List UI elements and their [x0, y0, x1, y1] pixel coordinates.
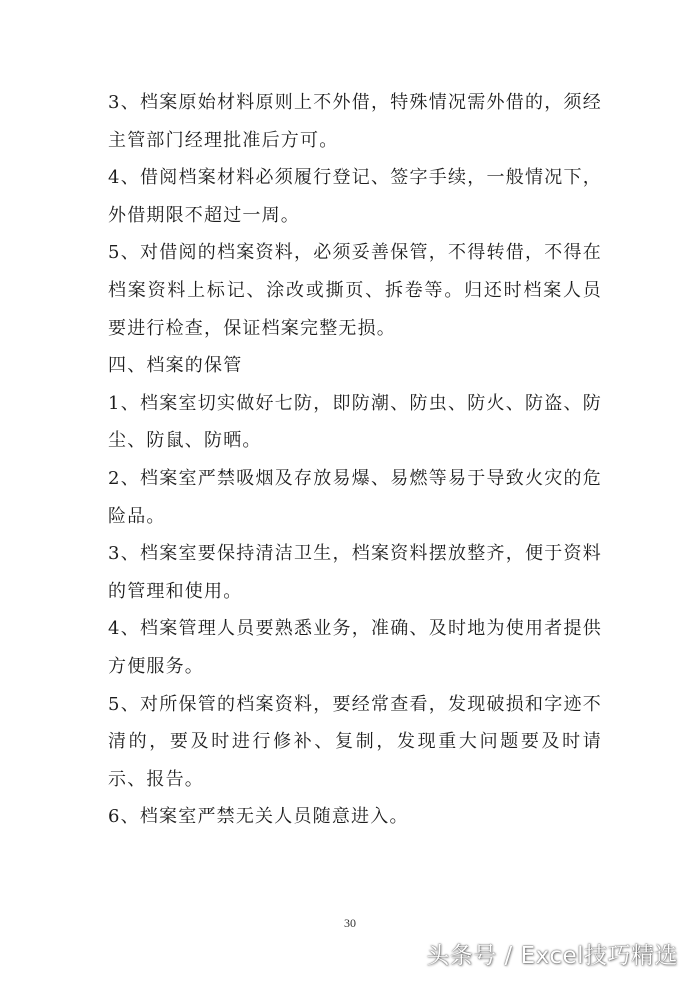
paragraph-borrow-3: 3、档案原始材料原则上不外借，特殊情况需外借的，须经主管部门经理批准后方可。 — [108, 92, 602, 151]
page-number: 30 — [344, 916, 356, 930]
paragraph-storage-4: 4、档案管理人员要熟悉业务，准确、及时地为使用者提供方便服务。 — [108, 618, 602, 677]
paragraph-storage-3: 3、档案室要保持清洁卫生，档案资料摆放整齐，便于资料的管理和使用。 — [108, 543, 602, 602]
paragraph-storage-2: 2、档案室严禁吸烟及存放易爆、易燃等易于导致火灾的危险品。 — [108, 467, 602, 527]
document-body — [108, 84, 602, 836]
paragraph-storage-6: 6、档案室严禁无关人员随意进入。 — [108, 806, 409, 828]
paragraph-storage-1: 1、档案室切实做好七防，即防潮、防虫、防火、防盗、防尘、防鼠、防晒。 — [108, 392, 602, 452]
watermark: 头条号 / Excel技巧精选 — [426, 943, 678, 969]
paragraph-borrow-5: 5、对借阅的档案资料，必须妥善保管，不得转借，不得在档案资料上标记、涂改或撕页、拆卷等。归还时档案人员要进行检查，保证档案完整无损。 — [108, 242, 602, 339]
paragraph-storage-5: 5、对所保管的档案资料，要经常查看，发现破损和字迹不清的，要及时进行修补、复制，发现重大问题要及时请示、报告。 — [108, 693, 602, 790]
paragraph-borrow-4: 4、借阅档案材料必须履行登记、签字手续，一般情况下，外借期限不超过一周。 — [108, 167, 602, 226]
section-heading-storage: 四、档案的保管 — [108, 355, 243, 377]
